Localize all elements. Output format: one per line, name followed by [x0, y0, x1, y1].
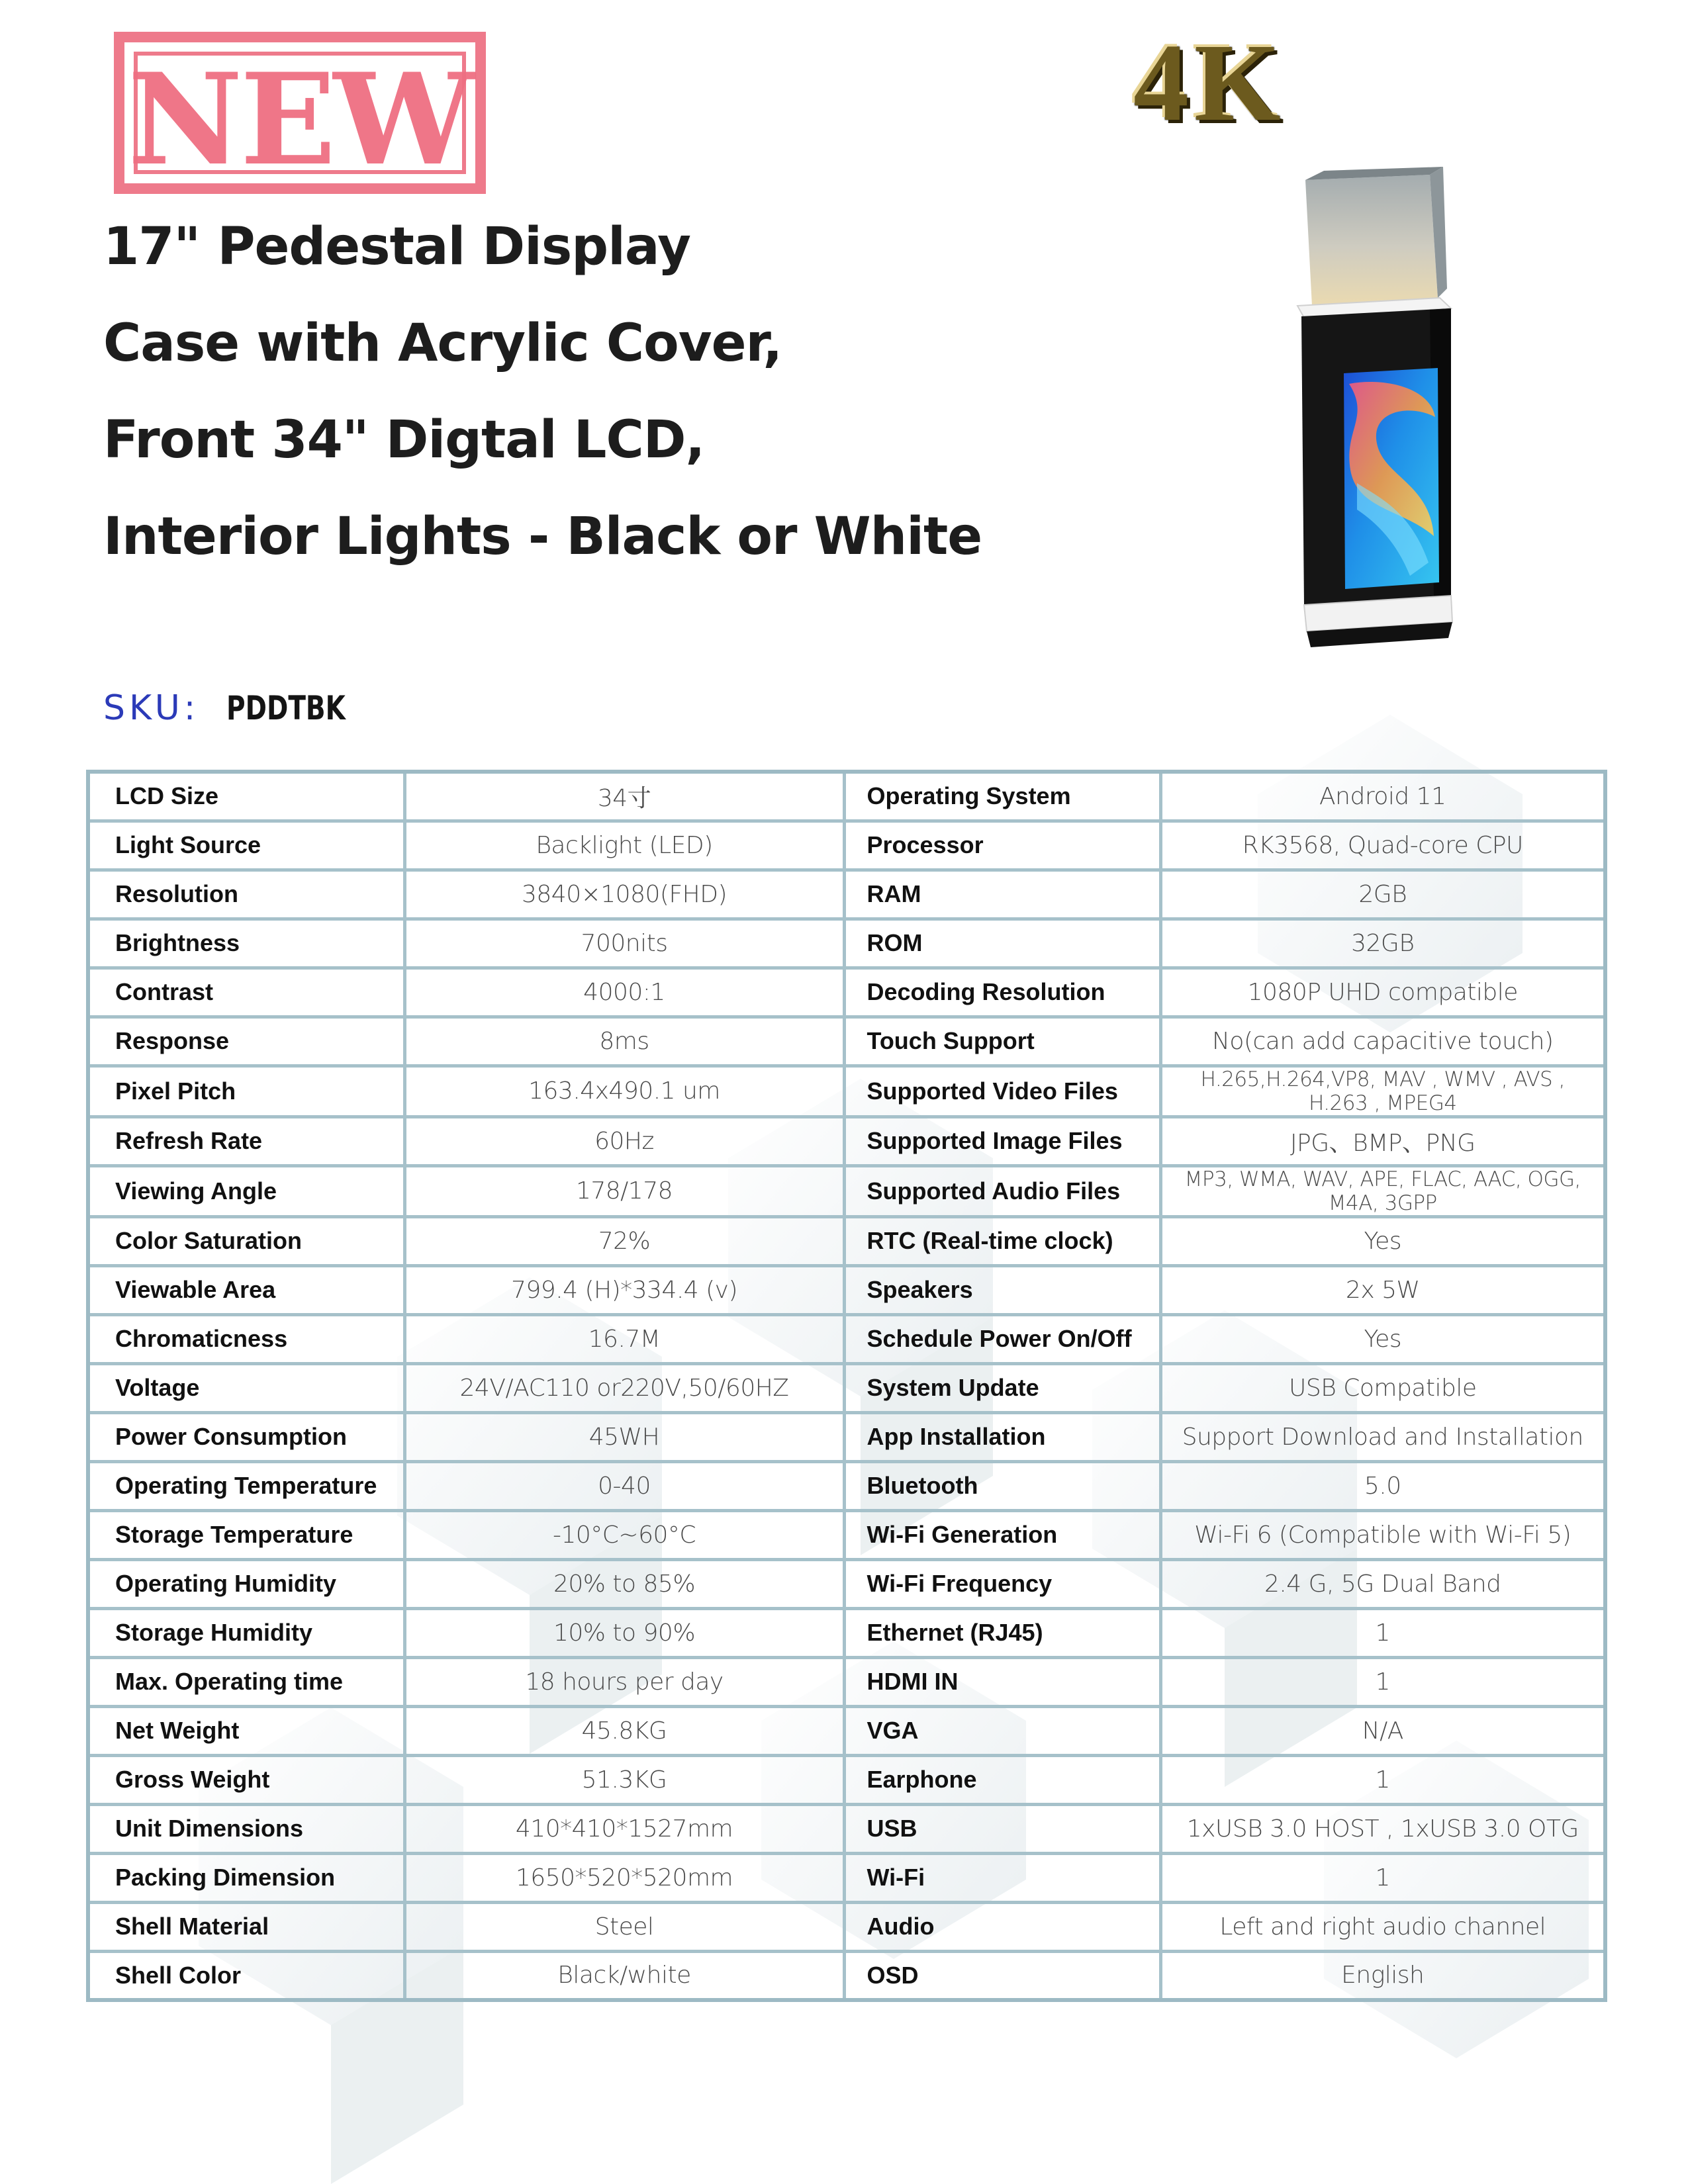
spec-row [88, 1314, 1605, 1363]
spec-row [88, 1902, 1605, 1951]
spec-label: Wi-Fi [844, 1853, 1160, 1902]
spec-row [88, 1412, 1605, 1461]
spec-row [88, 1510, 1605, 1559]
spec-value: RK3568, Quad-core CPU [1160, 821, 1605, 870]
spec-label: Wi-Fi Generation [844, 1510, 1160, 1559]
spec-label: RTC (Real-time clock) [844, 1216, 1160, 1265]
spec-label: Operating System [844, 772, 1160, 821]
spec-label: System Update [844, 1363, 1160, 1412]
spec-value: 1650*520*520mm [404, 1853, 844, 1902]
spec-value: English [1160, 1951, 1605, 2000]
spec-value: 20% to 85% [404, 1559, 844, 1608]
spec-label: Bluetooth [844, 1461, 1160, 1510]
spec-value: 700nits [404, 919, 844, 968]
spec-row [88, 919, 1605, 968]
spec-row [88, 1657, 1605, 1706]
spec-label: Light Source [88, 821, 404, 870]
spec-value: Yes [1160, 1216, 1605, 1265]
spec-value: 45.8KG [404, 1706, 844, 1755]
spec-label: Storage Humidity [88, 1608, 404, 1657]
new-stamp [114, 32, 486, 194]
spec-label: Shell Material [88, 1902, 404, 1951]
spec-value: 18 hours per day [404, 1657, 844, 1706]
spec-label: Max. Operating time [88, 1657, 404, 1706]
spec-row [88, 1559, 1605, 1608]
spec-row [88, 1706, 1605, 1755]
spec-row [88, 1017, 1605, 1066]
spec-label: Decoding Resolution [844, 968, 1160, 1017]
pedestal-display-image [1278, 165, 1476, 655]
spec-value: Support Download and Installation [1160, 1412, 1605, 1461]
spec-value: Backlight (LED) [404, 821, 844, 870]
spec-value: Yes [1160, 1314, 1605, 1363]
spec-label: Refresh Rate [88, 1116, 404, 1165]
spec-label: Power Consumption [88, 1412, 404, 1461]
spec-row [88, 1066, 1605, 1116]
spec-value: 51.3KG [404, 1755, 844, 1804]
spec-row [88, 870, 1605, 919]
spec-label: Net Weight [88, 1706, 404, 1755]
spec-label: Contrast [88, 968, 404, 1017]
sku-line [103, 688, 379, 741]
spec-label: Response [88, 1017, 404, 1066]
spec-row [88, 1853, 1605, 1902]
spec-label: Chromaticness [88, 1314, 404, 1363]
specifications-body [88, 772, 1605, 2000]
title-line: 17" Pedestal Display [103, 217, 690, 277]
spec-value: Left and right audio channel [1160, 1902, 1605, 1951]
spec-value: 2.4 G, 5G Dual Band [1160, 1559, 1605, 1608]
sku-value: PDDTBK [226, 689, 346, 727]
spec-value: 8ms [404, 1017, 844, 1066]
spec-label: Pixel Pitch [88, 1066, 404, 1116]
spec-value: JPG、BMP、PNG [1160, 1116, 1605, 1165]
spec-label: HDMI IN [844, 1657, 1160, 1706]
spec-value: 4000:1 [404, 968, 844, 1017]
spec-value: 1080P UHD compatible [1160, 968, 1605, 1017]
sku-label: SKU: [103, 688, 200, 728]
spec-value: 799.4 (H)*334.4 (v) [404, 1265, 844, 1314]
spec-value: 16.7M [404, 1314, 844, 1363]
spec-row [88, 821, 1605, 870]
spec-value: 410*410*1527mm [404, 1804, 844, 1853]
spec-value: 178/178 [404, 1165, 844, 1216]
spec-label: Voltage [88, 1363, 404, 1412]
spec-label: Audio [844, 1902, 1160, 1951]
spec-label: Packing Dimension [88, 1853, 404, 1902]
spec-label: ROM [844, 919, 1160, 968]
spec-value: H.265,H.264,VP8, MAV , WMV , AVS , H.263 , MPEG4 [1160, 1066, 1605, 1116]
spec-value: 2GB [1160, 870, 1605, 919]
spec-label: Gross Weight [88, 1755, 404, 1804]
spec-value: Wi-Fi 6 (Compatible with Wi-Fi 5) [1160, 1510, 1605, 1559]
spec-value: 10% to 90% [404, 1608, 844, 1657]
title-line: Case with Acrylic Cover, [103, 314, 782, 373]
spec-label: OSD [844, 1951, 1160, 2000]
spec-label: LCD Size [88, 772, 404, 821]
title-line: Front 34" Digtal LCD, [103, 410, 705, 470]
spec-value: MP3, WMA, WAV, APE, FLAC, AAC, OGG, M4A, 3GPP [1160, 1165, 1605, 1216]
spec-row [88, 1804, 1605, 1853]
spec-label: Storage Temperature [88, 1510, 404, 1559]
spec-value: 72% [404, 1216, 844, 1265]
spec-row [88, 1216, 1605, 1265]
spec-value: 5.0 [1160, 1461, 1605, 1510]
spec-value: 34寸 [404, 772, 844, 821]
spec-label: Supported Audio Files [844, 1165, 1160, 1216]
spec-label: Viewing Angle [88, 1165, 404, 1216]
spec-row [88, 1363, 1605, 1412]
spec-value: -10°C~60°C [404, 1510, 844, 1559]
spec-label: Operating Temperature [88, 1461, 404, 1510]
spec-row [88, 1165, 1605, 1216]
spec-value: 60Hz [404, 1116, 844, 1165]
spec-label: Viewable Area [88, 1265, 404, 1314]
spec-label: Wi-Fi Frequency [844, 1559, 1160, 1608]
spec-label: Color Saturation [88, 1216, 404, 1265]
specifications-table [86, 770, 1607, 2002]
spec-value: 1 [1160, 1755, 1605, 1804]
spec-value: 163.4x490.1 um [404, 1066, 844, 1116]
spec-row [88, 968, 1605, 1017]
new-stamp-text: NEW [128, 46, 472, 193]
product-title [103, 199, 982, 585]
spec-row [88, 1755, 1605, 1804]
spec-row [88, 1608, 1605, 1657]
spec-label: Supported Image Files [844, 1116, 1160, 1165]
spec-label: Operating Humidity [88, 1559, 404, 1608]
spec-row [88, 1951, 1605, 2000]
spec-value: USB Compatible [1160, 1363, 1605, 1412]
spec-value: 1xUSB 3.0 HOST , 1xUSB 3.0 OTG [1160, 1804, 1605, 1853]
spec-label: Processor [844, 821, 1160, 870]
spec-value: 3840×1080(FHD) [404, 870, 844, 919]
spec-value: N/A [1160, 1706, 1605, 1755]
spec-row [88, 772, 1605, 821]
spec-row [88, 1265, 1605, 1314]
spec-label: Touch Support [844, 1017, 1160, 1066]
spec-value: No(can add capacitive touch) [1160, 1017, 1605, 1066]
spec-value: 2x 5W [1160, 1265, 1605, 1314]
spec-value: 0-40 [404, 1461, 844, 1510]
spec-value: Steel [404, 1902, 844, 1951]
spec-label: Earphone [844, 1755, 1160, 1804]
spec-value: Black/white [404, 1951, 844, 2000]
spec-label: Supported Video Files [844, 1066, 1160, 1116]
spec-label: Brightness [88, 919, 404, 968]
spec-label: USB [844, 1804, 1160, 1853]
spec-label: Shell Color [88, 1951, 404, 2000]
spec-value: 32GB [1160, 919, 1605, 968]
spec-label: RAM [844, 870, 1160, 919]
spec-value: 24V/AC110 or220V,50/60HZ [404, 1363, 844, 1412]
spec-label: Speakers [844, 1265, 1160, 1314]
spec-label: Ethernet (RJ45) [844, 1608, 1160, 1657]
spec-row [88, 1116, 1605, 1165]
spec-row [88, 1461, 1605, 1510]
4k-badge: 4K [1133, 21, 1286, 144]
spec-value: 45WH [404, 1412, 844, 1461]
spec-value: 1 [1160, 1608, 1605, 1657]
spec-label: App Installation [844, 1412, 1160, 1461]
spec-value: Android 11 [1160, 772, 1605, 821]
spec-label: Unit Dimensions [88, 1804, 404, 1853]
spec-value: 1 [1160, 1853, 1605, 1902]
spec-label: Resolution [88, 870, 404, 919]
spec-label: VGA [844, 1706, 1160, 1755]
spec-label: Schedule Power On/Off [844, 1314, 1160, 1363]
spec-value: 1 [1160, 1657, 1605, 1706]
title-line: Interior Lights - Black or White [103, 507, 982, 567]
